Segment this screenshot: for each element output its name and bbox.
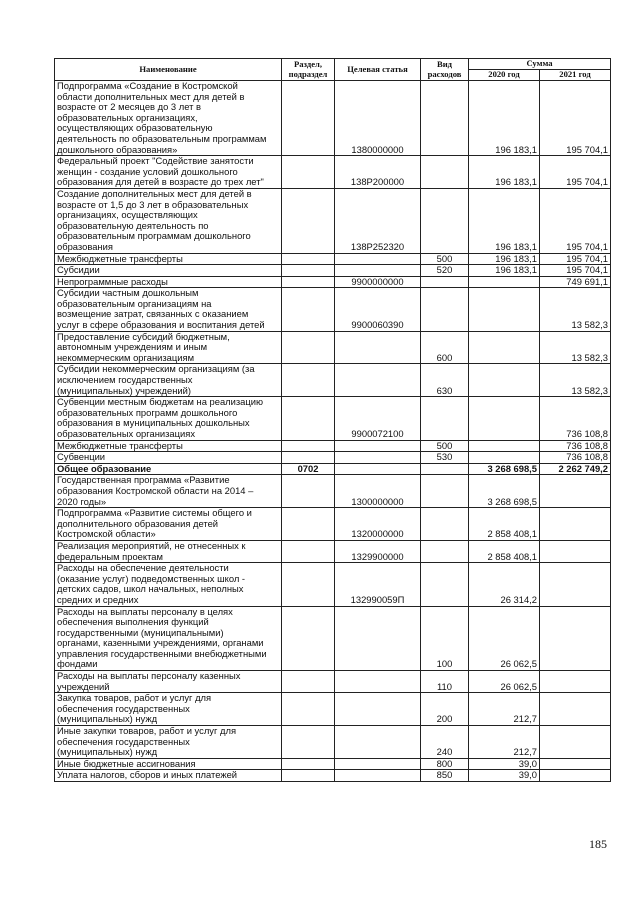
row-value-2020: 26 062,5	[469, 671, 540, 693]
row-value-2020: 196 183,1	[469, 265, 540, 277]
header-target: Целевая статья	[335, 59, 421, 81]
row-value-2020	[469, 288, 540, 331]
row-target	[335, 758, 421, 770]
row-value-2021: 195 704,1	[540, 81, 611, 156]
row-section	[282, 276, 335, 288]
row-value-2021: 195 704,1	[540, 253, 611, 265]
table-row	[55, 671, 611, 693]
row-name: Иные бюджетные ассигнования	[55, 758, 282, 770]
row-value-2021: 749 691,1	[540, 276, 611, 288]
row-section	[282, 253, 335, 265]
table-row	[55, 606, 611, 671]
table-row	[55, 397, 611, 440]
row-value-2021: 13 582,3	[540, 364, 611, 397]
row-value-2021	[540, 508, 611, 541]
table-row	[55, 563, 611, 606]
row-expense	[421, 188, 469, 253]
row-expense	[421, 288, 469, 331]
table-row	[55, 156, 611, 189]
row-value-2021: 195 704,1	[540, 265, 611, 277]
row-target	[335, 265, 421, 277]
row-value-2020	[469, 331, 540, 364]
row-section	[282, 288, 335, 331]
row-expense	[421, 463, 469, 475]
row-expense: 600	[421, 331, 469, 364]
budget-table	[54, 58, 611, 782]
row-value-2020	[469, 397, 540, 440]
row-name: Расходы на выплаты персоналу казенных учреждений	[55, 671, 282, 693]
row-value-2021: 13 582,3	[540, 288, 611, 331]
table-row	[55, 693, 611, 726]
row-value-2020: 3 268 698,5	[469, 475, 540, 508]
row-target: 9900060390	[335, 288, 421, 331]
row-section	[282, 563, 335, 606]
row-name: Субсидии	[55, 265, 282, 277]
row-name: Подпрограмма «Развитие системы общего и дополнительного образования детей Костромской области»	[55, 508, 282, 541]
row-expense	[421, 156, 469, 189]
page-number: 185	[589, 837, 607, 851]
row-target	[335, 770, 421, 782]
row-target	[335, 671, 421, 693]
header-name: Наименование	[55, 59, 282, 81]
table-row	[55, 276, 611, 288]
row-expense	[421, 475, 469, 508]
row-target: 138P252320	[335, 188, 421, 253]
table-row	[55, 508, 611, 541]
row-section	[282, 770, 335, 782]
row-target	[335, 726, 421, 759]
row-name: Расходы на обеспечение деятельности (оказание услуг) подведомственных школ - детских садов, школ начальных, неполных средних и средних	[55, 563, 282, 606]
row-target	[335, 606, 421, 671]
header-section: Раздел, подраздел	[282, 59, 335, 81]
row-value-2020	[469, 452, 540, 464]
row-value-2020: 26 062,5	[469, 606, 540, 671]
row-value-2021: 195 704,1	[540, 156, 611, 189]
row-target	[335, 364, 421, 397]
row-name: Федеральный проект "Содействие занятости женщин - создание условий дошкольного образования для детей в возрасте до трех лет"	[55, 156, 282, 189]
row-expense: 500	[421, 253, 469, 265]
row-section	[282, 156, 335, 189]
row-target	[335, 452, 421, 464]
row-value-2021: 13 582,3	[540, 331, 611, 364]
row-target: 132990059П	[335, 563, 421, 606]
row-name: Межбюджетные трансферты	[55, 253, 282, 265]
table-row	[55, 440, 611, 452]
row-value-2021	[540, 726, 611, 759]
row-expense	[421, 540, 469, 562]
row-value-2020: 212,7	[469, 693, 540, 726]
row-value-2020	[469, 440, 540, 452]
table-row	[55, 475, 611, 508]
row-expense: 530	[421, 452, 469, 464]
row-target: 138P200000	[335, 156, 421, 189]
table-row	[55, 726, 611, 759]
row-name: Реализация мероприятий, не отнесенных к федеральным проектам	[55, 540, 282, 562]
row-value-2021: 736 108,8	[540, 397, 611, 440]
table-row	[55, 758, 611, 770]
row-target: 1320000000	[335, 508, 421, 541]
row-section	[282, 475, 335, 508]
row-expense: 500	[421, 440, 469, 452]
row-name: Закупка товаров, работ и услуг для обеспечения государственных (муниципальных) нужд	[55, 693, 282, 726]
row-target	[335, 463, 421, 475]
row-name: Субвенции	[55, 452, 282, 464]
row-value-2021: 736 108,8	[540, 440, 611, 452]
header-sum: Сумма	[469, 59, 611, 70]
row-value-2021: 2 262 749,2	[540, 463, 611, 475]
row-value-2021	[540, 563, 611, 606]
row-value-2020: 196 183,1	[469, 188, 540, 253]
row-expense: 110	[421, 671, 469, 693]
row-section	[282, 397, 335, 440]
row-value-2021	[540, 540, 611, 562]
row-expense	[421, 81, 469, 156]
row-value-2020	[469, 276, 540, 288]
row-section: 0702	[282, 463, 335, 475]
table-row	[55, 463, 611, 475]
row-value-2020: 2 858 408,1	[469, 540, 540, 562]
row-value-2020: 39,0	[469, 758, 540, 770]
row-value-2021	[540, 693, 611, 726]
row-value-2021	[540, 606, 611, 671]
row-section	[282, 671, 335, 693]
table-row	[55, 770, 611, 782]
row-target	[335, 693, 421, 726]
row-name: Уплата налогов, сборов и иных платежей	[55, 770, 282, 782]
row-section	[282, 758, 335, 770]
row-value-2020	[469, 364, 540, 397]
row-section	[282, 726, 335, 759]
row-value-2021: 736 108,8	[540, 452, 611, 464]
row-expense: 630	[421, 364, 469, 397]
row-expense: 800	[421, 758, 469, 770]
row-expense: 100	[421, 606, 469, 671]
row-value-2020: 196 183,1	[469, 81, 540, 156]
row-name: Государственная программа «Развитие образования Костромской области на 2014 – 2020 годы»	[55, 475, 282, 508]
row-value-2021	[540, 770, 611, 782]
row-value-2021: 195 704,1	[540, 188, 611, 253]
row-value-2021	[540, 475, 611, 508]
row-name: Субсидии некоммерческим организациям (за исключением государственных (муниципальных) учреждений)	[55, 364, 282, 397]
row-value-2021	[540, 671, 611, 693]
row-expense: 850	[421, 770, 469, 782]
table-row	[55, 288, 611, 331]
row-name: Межбюджетные трансферты	[55, 440, 282, 452]
row-name: Непрограммные расходы	[55, 276, 282, 288]
header-year-2021: 2021 год	[540, 70, 611, 81]
row-value-2021	[540, 758, 611, 770]
table-row	[55, 265, 611, 277]
row-expense	[421, 508, 469, 541]
table-row	[55, 331, 611, 364]
table-row	[55, 188, 611, 253]
table-row	[55, 253, 611, 265]
row-name: Расходы на выплаты персоналу в целях обеспечения выполнения функций государственными (муниципальными) органами, казенными учреждениями, органами управления государственными внебюджетными фондами	[55, 606, 282, 671]
row-name: Иные закупки товаров, работ и услуг для обеспечения государственных (муниципальных) нужд	[55, 726, 282, 759]
row-value-2020: 196 183,1	[469, 253, 540, 265]
row-target	[335, 440, 421, 452]
row-target: 1380000000	[335, 81, 421, 156]
row-name: Общее образование	[55, 463, 282, 475]
row-name: Субсидии частным дошкольным образовательным организациям на возмещение затрат, связанных с оказанием услуг в сфере образования и воспитания детей	[55, 288, 282, 331]
row-target: 1300000000	[335, 475, 421, 508]
row-section	[282, 188, 335, 253]
row-section	[282, 364, 335, 397]
row-section	[282, 508, 335, 541]
row-expense	[421, 397, 469, 440]
row-target	[335, 331, 421, 364]
row-expense: 240	[421, 726, 469, 759]
table-row	[55, 364, 611, 397]
row-target: 9900000000	[335, 276, 421, 288]
row-expense: 520	[421, 265, 469, 277]
table-row	[55, 540, 611, 562]
row-name: Создание дополнительных мест для детей в возрасте от 1,5 до 3 лет в образовательных организациях, осуществляющих образовательную деятельность по образовательным программам дошкольного образования	[55, 188, 282, 253]
row-expense: 200	[421, 693, 469, 726]
header-year-2020: 2020 год	[469, 70, 540, 81]
row-target: 9900072100	[335, 397, 421, 440]
table-row	[55, 81, 611, 156]
row-value-2020: 212,7	[469, 726, 540, 759]
row-section	[282, 331, 335, 364]
row-value-2020: 196 183,1	[469, 156, 540, 189]
row-section	[282, 452, 335, 464]
row-value-2020: 2 858 408,1	[469, 508, 540, 541]
row-section	[282, 440, 335, 452]
row-expense	[421, 276, 469, 288]
table-header	[55, 59, 611, 81]
row-value-2020: 39,0	[469, 770, 540, 782]
row-section	[282, 81, 335, 156]
table-row	[55, 452, 611, 464]
row-value-2020: 26 314,2	[469, 563, 540, 606]
row-section	[282, 606, 335, 671]
row-target	[335, 253, 421, 265]
row-expense	[421, 563, 469, 606]
header-expense: Вид расходов	[421, 59, 469, 81]
row-section	[282, 693, 335, 726]
row-value-2020: 3 268 698,5	[469, 463, 540, 475]
table-body	[55, 81, 611, 782]
row-section	[282, 265, 335, 277]
row-section	[282, 540, 335, 562]
row-name: Предоставление субсидий бюджетным, автономным учреждениям и иным некоммерческим организациям	[55, 331, 282, 364]
row-target: 1329900000	[335, 540, 421, 562]
row-name: Подпрограмма «Создание в Костромской области дополнительных мест для детей в возрасте от 2 месяцев до 3 лет в образовательных организациях, осуществляющих образовательную деятельность по образовательным программам дошкольного образования»	[55, 81, 282, 156]
row-name: Субвенции местным бюджетам на реализацию образовательных программ дошкольного образования в муниципальных дошкольных образовательных организациях	[55, 397, 282, 440]
